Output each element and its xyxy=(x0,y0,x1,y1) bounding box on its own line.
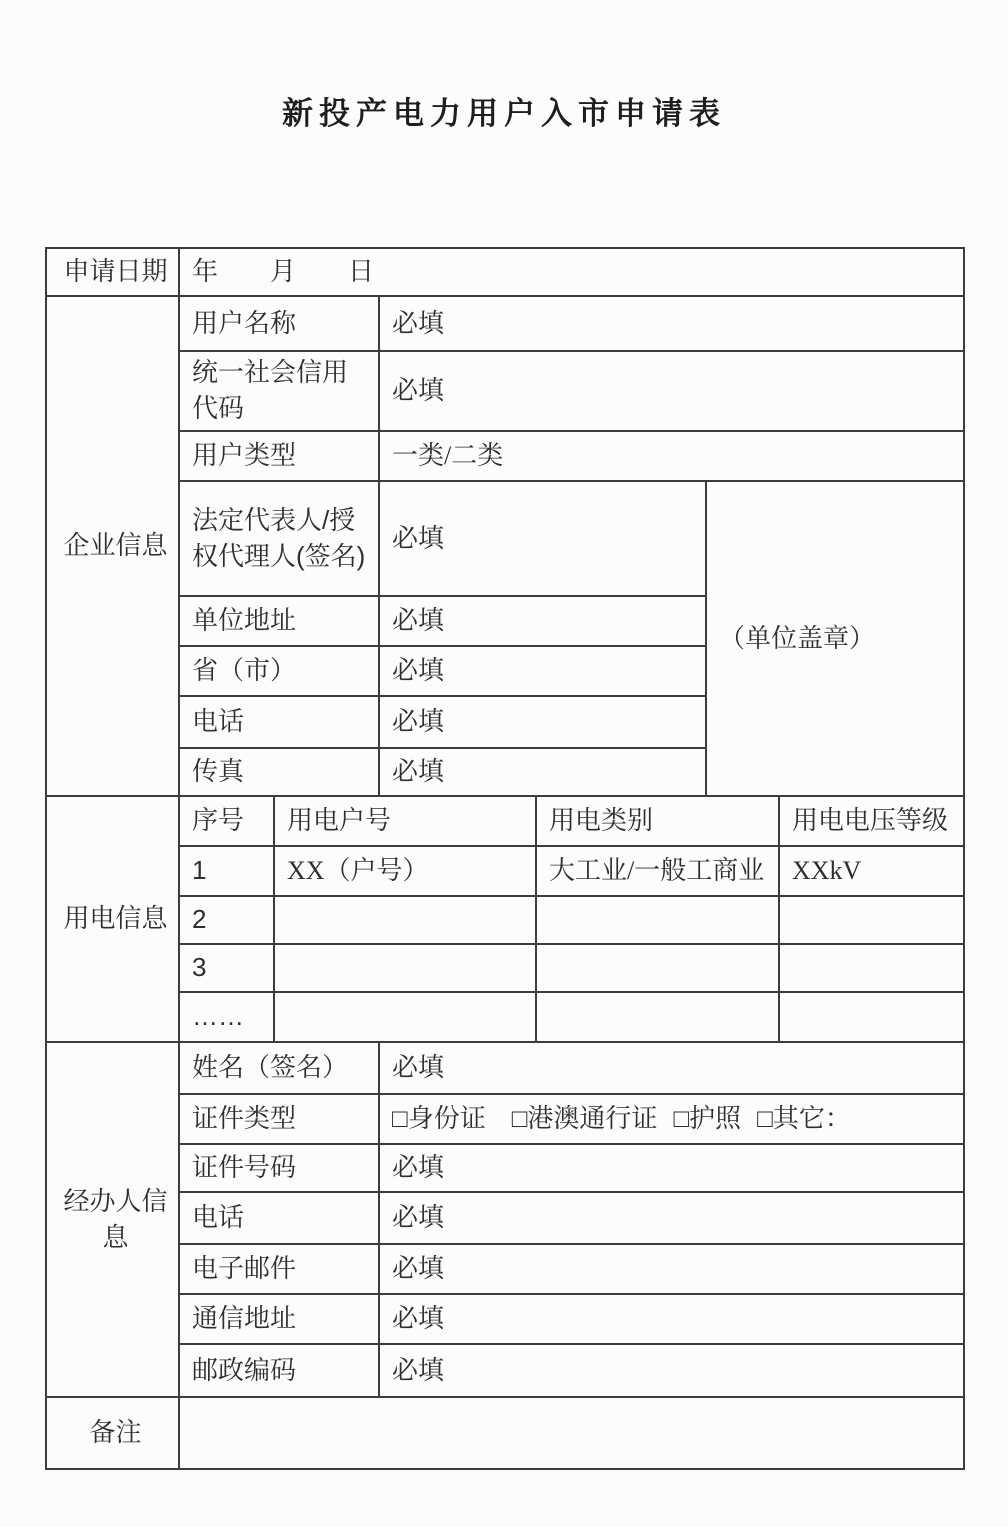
column-header-seq: 序号 xyxy=(179,796,274,846)
row-postal-code xyxy=(46,1344,964,1397)
agent-name-field[interactable]: 必填 xyxy=(379,1042,964,1094)
user-type-field[interactable]: 一类/二类 xyxy=(379,431,964,481)
checkbox-hk-macau-permit[interactable]: □港澳通行证 xyxy=(511,1103,658,1134)
mailing-address-label: 通信地址 xyxy=(179,1294,379,1344)
row-remarks xyxy=(46,1397,964,1469)
id-type-options xyxy=(379,1094,964,1144)
row-etc-account-field[interactable] xyxy=(274,992,536,1042)
fax-label: 传真 xyxy=(179,748,379,796)
postal-code-field[interactable]: 必填 xyxy=(379,1344,964,1397)
application-date-field[interactable]: 年 月 日 xyxy=(179,248,964,296)
row-credit-code xyxy=(46,351,964,431)
province-field[interactable]: 必填 xyxy=(379,646,706,696)
row3-account-field[interactable] xyxy=(274,944,536,992)
row-etc-category-field[interactable] xyxy=(536,992,779,1042)
application-date-label: 申请日期 xyxy=(46,248,179,296)
id-number-label: 证件号码 xyxy=(179,1144,379,1192)
agent-phone-label: 电话 xyxy=(179,1192,379,1244)
row-etc-seq: …… xyxy=(179,992,274,1042)
row2-account-field[interactable] xyxy=(274,896,536,944)
checkbox-other[interactable]: □其它： xyxy=(757,1103,851,1134)
row1-voltage-field[interactable]: XXkV xyxy=(779,846,964,896)
table-row xyxy=(46,846,964,896)
company-stamp-area[interactable]: （单位盖章） xyxy=(706,481,964,796)
row1-seq: 1 xyxy=(179,846,274,896)
row-user-name xyxy=(46,296,964,351)
table-row xyxy=(46,896,964,944)
row-legal-representative xyxy=(46,481,964,596)
column-header-category: 用电类别 xyxy=(536,796,779,846)
group-label-power-usage: 用电信息 xyxy=(46,796,179,1042)
row-agent-name xyxy=(46,1042,964,1094)
row-email xyxy=(46,1244,964,1294)
row-mailing-address xyxy=(46,1294,964,1344)
row3-voltage-field[interactable] xyxy=(779,944,964,992)
company-phone-field[interactable]: 必填 xyxy=(379,696,706,748)
row2-seq: 2 xyxy=(179,896,274,944)
mailing-address-field[interactable]: 必填 xyxy=(379,1294,964,1344)
row3-seq: 3 xyxy=(179,944,274,992)
row2-category-field[interactable] xyxy=(536,896,779,944)
remarks-field[interactable] xyxy=(179,1397,964,1469)
id-type-label: 证件类型 xyxy=(179,1094,379,1144)
user-type-label: 用户类型 xyxy=(179,431,379,481)
agent-name-label: 姓名（签名） xyxy=(179,1042,379,1094)
row2-voltage-field[interactable] xyxy=(779,896,964,944)
group-label-agent: 经办人信息 xyxy=(46,1042,179,1397)
group-label-enterprise: 企业信息 xyxy=(46,296,179,796)
row-id-number xyxy=(46,1144,964,1192)
row-application-date xyxy=(46,248,964,296)
row-etc-voltage-field[interactable] xyxy=(779,992,964,1042)
checkbox-passport[interactable]: □护照 xyxy=(673,1103,742,1134)
row1-category-field[interactable]: 大工业/一般工商业 xyxy=(536,846,779,896)
postal-code-label: 邮政编码 xyxy=(179,1344,379,1397)
page-title: 新投产电力用户入市申请表 xyxy=(282,96,726,131)
email-label: 电子邮件 xyxy=(179,1244,379,1294)
province-label: 省（市） xyxy=(179,646,379,696)
company-phone-label: 电话 xyxy=(179,696,379,748)
email-field[interactable]: 必填 xyxy=(379,1244,964,1294)
row-user-type xyxy=(46,431,964,481)
column-header-account: 用电户号 xyxy=(274,796,536,846)
user-name-label: 用户名称 xyxy=(179,296,379,351)
fax-field[interactable]: 必填 xyxy=(379,748,706,796)
row-power-usage-header xyxy=(46,796,964,846)
table-row xyxy=(46,944,964,992)
legal-representative-field[interactable]: 必填 xyxy=(379,481,706,596)
row-id-type xyxy=(46,1094,964,1144)
row-agent-phone xyxy=(46,1192,964,1244)
remarks-label: 备注 xyxy=(46,1397,179,1469)
credit-code-field[interactable]: 必填 xyxy=(379,351,964,431)
user-name-field[interactable]: 必填 xyxy=(379,296,964,351)
id-number-field[interactable]: 必填 xyxy=(379,1144,964,1192)
column-header-voltage: 用电电压等级 xyxy=(779,796,964,846)
company-address-label: 单位地址 xyxy=(179,596,379,646)
row3-category-field[interactable] xyxy=(536,944,779,992)
application-form-table xyxy=(45,247,965,1470)
credit-code-label: 统一社会信用代码 xyxy=(179,351,379,431)
company-address-field[interactable]: 必填 xyxy=(379,596,706,646)
agent-phone-field[interactable]: 必填 xyxy=(379,1192,964,1244)
table-row xyxy=(46,992,964,1042)
row1-account-field[interactable]: XX（户号） xyxy=(274,846,536,896)
legal-representative-label: 法定代表人/授权代理人(签名) xyxy=(179,481,379,596)
checkbox-id-card[interactable]: □身份证 xyxy=(392,1103,486,1134)
